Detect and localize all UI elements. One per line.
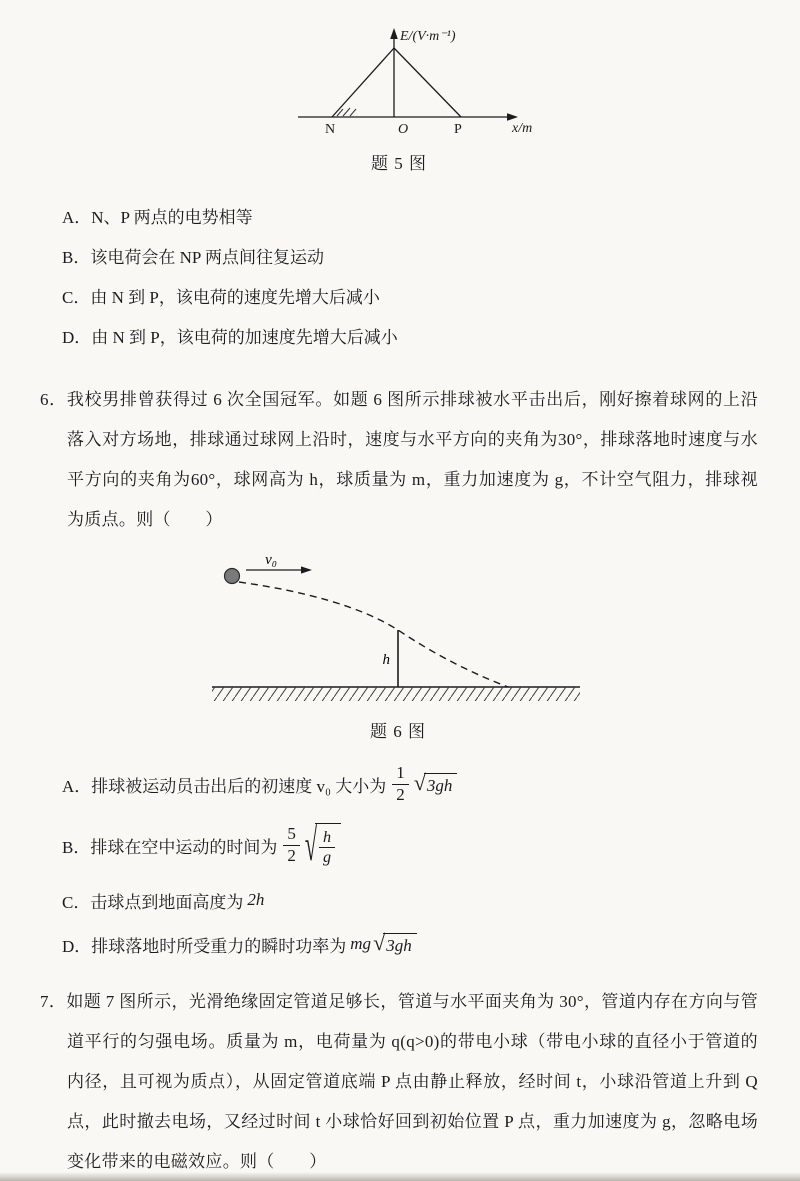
option-text: N、P 两点的电势相等 [91,208,253,227]
volleyball [225,569,240,584]
figure-6 [208,554,588,742]
x-axis-arrow [507,113,518,121]
option-6a [62,758,758,810]
option-text: 击球点到地面高度为 [90,892,244,912]
scan-bottom-edge [0,1172,800,1181]
option-text: 排球在空中运动的时间为 [90,837,278,857]
left-slope-line [332,48,394,117]
option-label: A． [62,776,92,796]
right-slope-line [394,48,461,117]
option-6d [62,922,758,966]
question-6-stem [40,380,758,540]
option-label: C． [62,892,91,912]
option-text: 排球落地时所受重力的瞬时功率为 [91,936,347,956]
option-text: 由 N 到 P，该电荷的加速度先增大后减小 [91,328,398,347]
option-5c [62,278,758,318]
square-root: √ 3gh [414,773,458,796]
question-7-stem [40,982,758,1181]
question-6-text: 我校男排曾获得过 6 次全国冠军。如题 6 图所示排球被水平击出后，刚好擦着球网的上沿落入对方场地，排球通过球网上沿时，速度与水平方向的夹角为30°，排球落地时速度与水平方向的夹角为60°，球网高为 h，球质量为 m，重力加速度为 g，不计空气阻力，排球视为质点。则（ ） [66,390,758,529]
option-label: D． [62,936,92,956]
hatch-line [350,109,356,116]
option-label: B． [62,837,91,857]
option-value: 2h [247,890,265,909]
square-root: √ 3gh [373,933,417,956]
figure-5-graph [264,20,534,142]
question-7-number: 7． [40,992,67,1011]
option-text: 排球被运动员击出后的初速度 v₀ 大小为 [91,776,387,796]
e-axis-arrow [390,28,398,39]
option-5b [62,238,758,278]
origin-label: O [398,122,409,137]
fraction: $\frac{1}{2}$ [392,763,409,805]
e-axis-label: E/(V·m⁻¹) [400,29,456,44]
figure-5-caption: 题 5 图 [371,154,427,173]
ground-hatching [212,687,580,701]
velocity-arrow-head [301,566,312,573]
question-6-number: 6． [40,390,67,409]
question-5-options [62,198,758,358]
point-n-label: N [325,122,336,137]
figure-5 [40,20,758,174]
trajectory-dashed-curve [239,582,508,687]
question-6-options [62,758,758,966]
fraction: $\frac{5}{2}$ [283,824,300,866]
option-5a [62,198,758,238]
option-coefficient: mg [350,934,372,953]
option-label: D． [62,328,92,347]
option-5d [62,318,758,358]
option-label: C． [62,288,91,307]
option-6b [62,814,758,876]
figure-6-caption: 题 6 图 [370,722,426,741]
option-label: B． [62,248,91,267]
option-text: 由 N 到 P，该电荷的速度先增大后减小 [90,288,380,307]
question-7-text: 如题 7 图所示，光滑绝缘固定管道足够长，管道与水平面夹角为 30°，管道内存在方向与管道平行的匀强电场。质量为 m，电荷量为 q(q>0)的带电小球（带电小球的直径小于管道的内径，且可视为质点），从固定管道底端 P 点由静止释放，经时间 t，小球沿管道上升到 Q 点，此时撤去电场，又经过时间 t 小球恰好回到初始位置 P 点，重力加速度为 g，忽略电场变化带来的电磁效应。则（ ） [66,992,758,1171]
hatch-line [343,108,350,116]
fraction-under-root: √ $\frac{h}{g}$ [319,828,335,868]
option-6c [62,878,758,922]
square-root [305,823,341,868]
v0-label: v₀ [265,554,277,568]
point-p-label: P [454,122,462,137]
net-height-label: h [382,652,390,668]
option-label: A． [62,208,92,227]
x-axis-label: x/m [512,121,533,136]
option-text: 该电荷会在 NP 两点间往复运动 [90,248,324,267]
figure-6-diagram [208,554,588,704]
